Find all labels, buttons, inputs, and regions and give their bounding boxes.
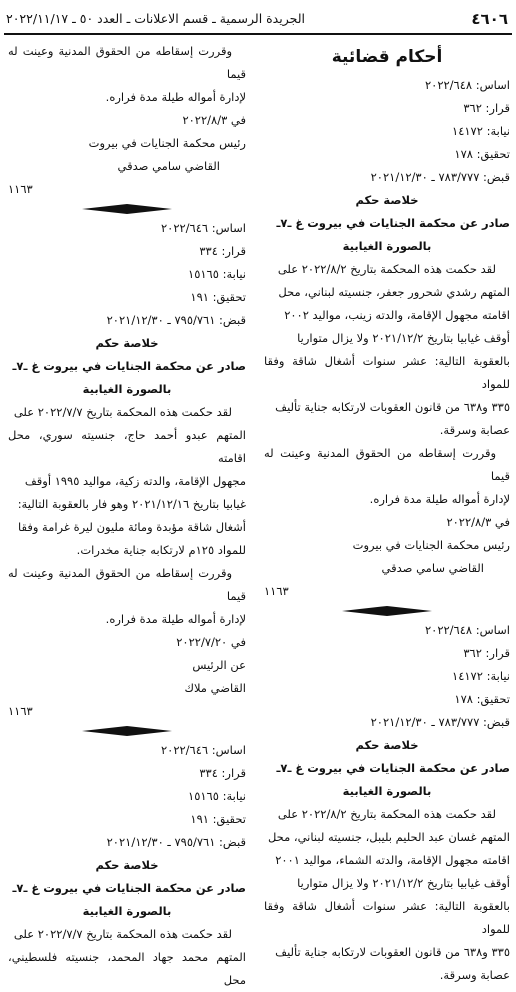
case-investigation: تحقيق: ١٧٨ xyxy=(454,147,510,161)
judgment-summary-title: خلاصة حكم xyxy=(95,336,159,350)
body-line: اقامته مجهول الإقامة، والدته زينب، مواليد ٢٠٠٢ xyxy=(284,308,510,322)
body-line: أوقف غيابيا بتاريخ ٢٠٢١/١٢/٢ ولا يزال متواريا xyxy=(297,331,510,345)
case-prosecution: نيابة: ١٤١٧٢ xyxy=(452,669,510,683)
judgment-body xyxy=(8,923,246,992)
signature-title: رئيس محكمة الجنايات في بيروت xyxy=(352,538,510,552)
judgment-body xyxy=(264,803,510,987)
body-line: أشغال شاقة مؤبدة ومائة مليون ليرة غرامة وفقا xyxy=(18,520,246,534)
case-base: اساس: ٢٠٢٢/٦٤٦ xyxy=(160,221,246,235)
case-investigation: تحقيق: ١٧٨ xyxy=(454,692,510,706)
case-base: اساس: ٢٠٢٢/٦٤٨ xyxy=(424,78,510,92)
separator-ornament xyxy=(8,723,246,739)
notice-number: ١١٦٣ xyxy=(264,584,289,598)
body-line: عصابة وسرقة. xyxy=(439,423,510,437)
case-arrest: قبض: ٧٨٣/٧٧٧ ـ ٢٠٢١/١٢/٣٠ xyxy=(370,170,510,184)
signature-title: عن الرئيس xyxy=(192,658,246,672)
signature-title: رئيس محكمة الجنايات في بيروت xyxy=(88,136,246,150)
judgment-body xyxy=(8,40,246,109)
body-line: لقد حكمت هذه المحكمة بتاريخ ٢٠٢٢/٧/٧ على xyxy=(13,405,232,419)
body-line: لقد حكمت هذه المحكمة بتاريخ ٢٠٢٢/٨/٢ على xyxy=(277,807,496,821)
body-line: لقد حكمت هذه المحكمة بتاريخ ٢٠٢٢/٧/٧ على xyxy=(13,927,232,941)
case-prosecution: نيابة: ١٥١٦٥ xyxy=(188,789,246,803)
case-decision: قرار: ٣٣٤ xyxy=(199,766,246,780)
case-arrest: قبض: ٧٩٥/٧٦١ ـ ٢٠٢١/١٢/٣٠ xyxy=(106,313,246,327)
body-line: لإدارة أمواله طيلة مدة فراره. xyxy=(105,90,246,104)
page-header xyxy=(0,0,516,34)
body-line: مجهول الإقامة، والدته زكية، مواليد ١٩٩٥ أوقف xyxy=(24,474,246,488)
body-line: للمواد ١٢٥م لارتكابه جناية مخدرات. xyxy=(76,543,246,557)
body-line: ٣٣٥ و٦٣٨ من قانون العقوبات لارتكابه جناية تأليف xyxy=(275,400,510,414)
separator-ornament xyxy=(264,603,510,619)
case-decision: قرار: ٣٣٤ xyxy=(199,244,246,258)
judgment-date: في ٢٠٢٢/٨/٣ xyxy=(182,113,246,127)
separator-ornament xyxy=(8,201,246,217)
header-rule xyxy=(4,33,512,35)
notice-number: ١١٦٣ xyxy=(8,182,33,196)
judgment-date: في ٢٠٢٢/٧/٢٠ xyxy=(176,635,246,649)
body-line: أوقف غيابيا بتاريخ ٢٠٢١/١٢/٢ ولا يزال متواريا xyxy=(297,876,510,890)
signature-name: القاضي سامي صدقي xyxy=(117,159,220,173)
case-prosecution: نيابة: ١٥١٦٥ xyxy=(188,267,246,281)
absentia-label: بالصورة الغيابية xyxy=(342,784,432,798)
body-line: المتهم غسان عبد الحليم بليبل، جنسيته لبناني، محل xyxy=(267,830,510,844)
absentia-label: بالصورة الغيابية xyxy=(82,382,172,396)
court-name: صادر عن محكمة الجنايات في بيروت غ ـ٧ـ xyxy=(276,216,510,230)
judgment-summary-title: خلاصة حكم xyxy=(355,193,419,207)
case-base: اساس: ٢٠٢٢/٦٤٨ xyxy=(424,623,510,637)
body-line: المتهم رشدي شحرور جعفر، جنسيته لبناني، محل xyxy=(278,285,510,299)
absentia-label: بالصورة الغيابية xyxy=(82,904,172,918)
right-column xyxy=(264,40,510,987)
body-line: لإدارة أمواله طيلة مدة فراره. xyxy=(369,492,510,506)
signature-name: القاضي سامي صدقي xyxy=(381,561,484,575)
body-line: بالعقوبة التالية: عشر سنوات أشغال شاقة وفقا للمواد xyxy=(264,354,510,391)
body-line: غيابيا بتاريخ ٢٠٢١/١٢/١٦ وهو فار بالعقوبة التالية: xyxy=(17,497,246,511)
body-line: المتهم عبدو أحمد حاج، جنسيته سوري، محل اقامته xyxy=(8,428,246,465)
body-line: وقررت إسقاطه من الحقوق المدنية وعينت له قيما xyxy=(264,446,510,483)
page-number: ٤٦٠٦ xyxy=(471,10,508,28)
signature-name: القاضي ملاك xyxy=(184,681,246,695)
body-line: وقررت إسقاطه من الحقوق المدنية وعينت له قيما xyxy=(8,566,246,603)
body-line: بالعقوبة التالية: عشر سنوات أشغال شاقة وفقا للمواد xyxy=(264,899,510,936)
judgment-summary-title: خلاصة حكم xyxy=(355,738,419,752)
case-prosecution: نيابة: ١٤١٧٢ xyxy=(452,124,510,138)
section-heading: أحكام قضائية xyxy=(331,47,443,67)
court-name: صادر عن محكمة الجنايات في بيروت غ ـ٧ـ xyxy=(276,761,510,775)
absentia-label: بالصورة الغيابية xyxy=(342,239,432,253)
judgment-body xyxy=(8,401,246,631)
case-decision: قرار: ٣٦٢ xyxy=(463,101,510,115)
court-name: صادر عن محكمة الجنايات في بيروت غ ـ٧ـ xyxy=(12,359,246,373)
case-investigation: تحقيق: ١٩١ xyxy=(190,812,246,826)
body-line: لقد حكمت هذه المحكمة بتاريخ ٢٠٢٢/٨/٢ على xyxy=(277,262,496,276)
judgment-summary-title: خلاصة حكم xyxy=(95,858,159,872)
case-investigation: تحقيق: ١٩١ xyxy=(190,290,246,304)
notice-number: ١١٦٣ xyxy=(8,704,33,718)
case-decision: قرار: ٣٦٢ xyxy=(463,646,510,660)
court-name: صادر عن محكمة الجنايات في بيروت غ ـ٧ـ xyxy=(12,881,246,895)
case-arrest: قبض: ٧٩٥/٧٦١ ـ ٢٠٢١/١٢/٣٠ xyxy=(106,835,246,849)
case-arrest: قبض: ٧٨٣/٧٧٧ ـ ٢٠٢١/١٢/٣٠ xyxy=(370,715,510,729)
case-base: اساس: ٢٠٢٢/٦٤٦ xyxy=(160,743,246,757)
left-column xyxy=(8,40,246,992)
body-line: اقامته مجهول الإقامة، والدته الشماء، مواليد ٢٠٠١ xyxy=(275,853,510,867)
judgment-date: في ٢٠٢٢/٨/٣ xyxy=(446,515,510,529)
judgment-body xyxy=(264,258,510,511)
body-line: وقررت إسقاطه من الحقوق المدنية وعينت له قيما xyxy=(8,44,246,81)
body-line: عصابة وسرقة. xyxy=(439,968,510,982)
body-line: لإدارة أمواله طيلة مدة فراره. xyxy=(105,612,246,626)
gazette-title: الجريدة الرسمية ـ قسم الاعلانات ـ العدد ٥٠ ـ ٢٠٢٢/١١/١٧ xyxy=(6,11,305,26)
body-line: المتهم محمد جهاد المحمد، جنسيته فلسطيني، محل xyxy=(8,950,246,987)
body-line: ٣٣٥ و٦٣٨ من قانون العقوبات لارتكابه جناية تأليف xyxy=(275,945,510,959)
